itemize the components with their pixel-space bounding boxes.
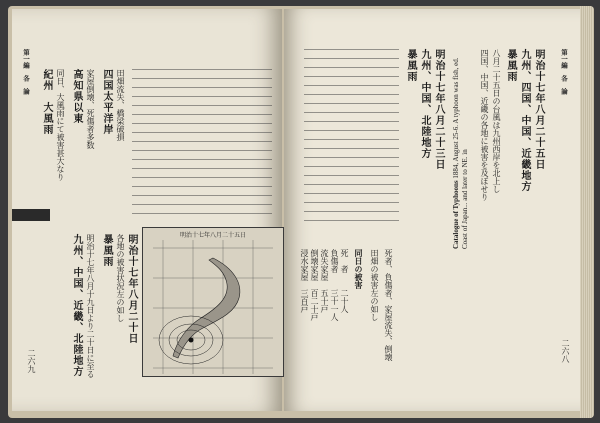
english-title: Catalogue of Typhoons [452, 180, 460, 249]
table-row: 倒壊家屋 百二十戸 [310, 249, 319, 321]
map-title: 明治十七年八月二十五日 [179, 232, 246, 239]
right-heading-4: 明治十七年八月二十三日 [433, 49, 444, 170]
left-heading-1: 紀州 大風雨 [41, 69, 52, 135]
left-text-block [132, 69, 272, 219]
table-row: 死 者 二十人 [340, 249, 349, 313]
left-text-5: 各地の被害状況左の如し [116, 234, 125, 322]
right-heading-6: 暴風雨 [405, 49, 416, 82]
right-text-3: 死者、負傷者、家屋流失、倒壊 [384, 249, 393, 361]
section-marker-tab [12, 209, 50, 221]
right-page [284, 9, 580, 411]
left-heading-5: 九州、中国、近畿、北陸地方 [71, 234, 82, 377]
left-page [12, 9, 282, 411]
book-page-edge [580, 6, 594, 418]
right-text-block [304, 49, 399, 229]
right-running-head: 第一編 各 論 [560, 49, 568, 95]
table-row: 流失家屋 五十戸 [320, 249, 329, 313]
left-page-number: 二六九 [27, 349, 36, 373]
english-body: 1884, August 25-6. A typhoon was fish, ed. Coast of Japan... and later to NE. in [452, 57, 469, 249]
english-abstract [452, 49, 488, 249]
left-text-3: 田畑流失、橋梁破損 [116, 69, 125, 141]
table-row: 負傷者 三十一人 [330, 249, 339, 321]
right-heading-5: 九州、中国、北陸地方 [419, 49, 430, 159]
left-heading-4: 明治十七年八月二十日 [126, 234, 137, 344]
right-text-4: 田畑の被害左の如し [370, 249, 379, 321]
left-heading-2: 高知県以東 [71, 69, 82, 124]
right-page-number: 二六八 [561, 339, 570, 363]
left-heading-6: 暴風雨 [101, 234, 112, 267]
right-heading-3: 暴風雨 [505, 49, 516, 82]
left-running-head: 第一編 各 論 [22, 49, 30, 95]
book [8, 6, 594, 418]
left-text-2: 家屋倒壊、死傷者多数 [86, 69, 95, 149]
weather-map-svg [143, 228, 283, 376]
left-text-4: 明治十七年八月十九日より二十日に至る [86, 234, 95, 378]
weather-map-figure [142, 227, 284, 377]
right-heading-2: 九州、四国、中国、近畿地方 [519, 49, 530, 192]
right-text-1: 八月二十五日の台風は九州西岸を北上し [492, 49, 501, 193]
left-heading-3: 四国太平洋岸 [101, 69, 112, 135]
right-text-2: 四国、中国、近畿の各地に被害を及ぼせり [480, 49, 489, 201]
table-row: 浸水家屋 三百戸 [300, 249, 309, 313]
left-text-1: 同日、大風雨にて被害甚大なり [56, 69, 65, 181]
damage-table-heading: 同日の被害 [354, 249, 364, 289]
right-heading-1: 明治十七年八月二十五日 [533, 49, 544, 170]
